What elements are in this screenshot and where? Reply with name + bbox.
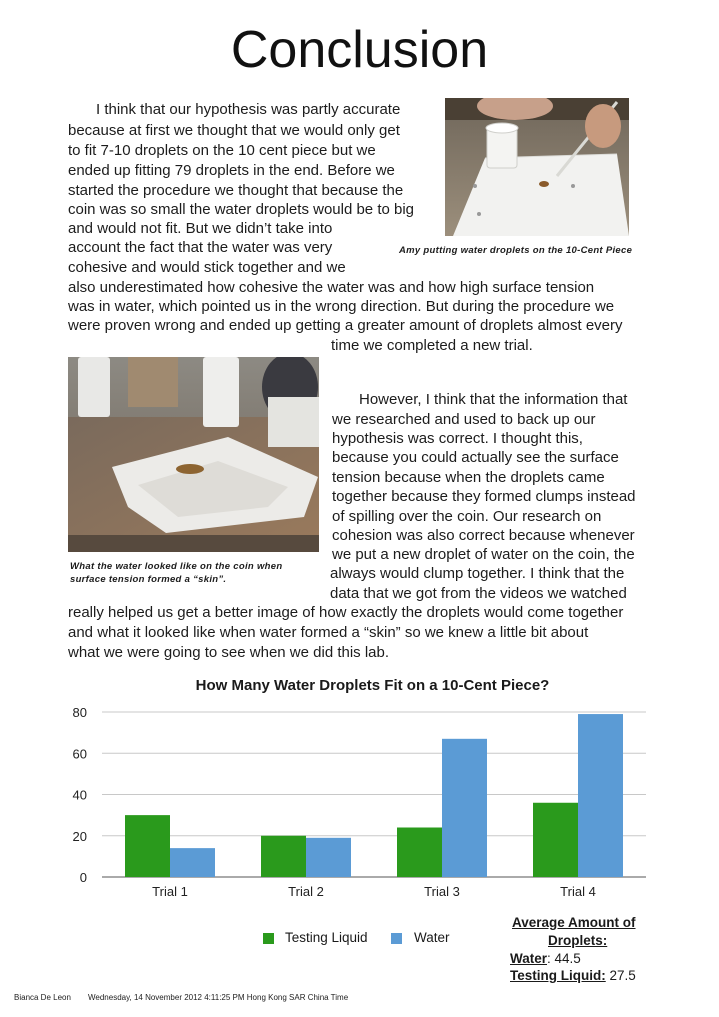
legend-label-water: Water (414, 930, 450, 945)
bar-water (170, 848, 215, 877)
paragraph-2-line: really helped us get a better image of how exactly the droplets would come together (68, 604, 624, 621)
photo-water-on-coin (68, 357, 319, 552)
average-testing-row (510, 966, 636, 985)
paragraph-1-line: also underestimated how cohesive the water was and how high surface tension (68, 279, 595, 296)
paragraph-2-line: tension because when the droplets came (332, 469, 605, 486)
paragraph-1-line: account the fact that the water was very (68, 239, 333, 256)
paragraph-2-line: what we were going to see when we did this lab. (68, 644, 390, 661)
paragraph-2-line: However, I think that the information that (359, 391, 628, 408)
photo-2-caption: surface tension formed a “skin”. (70, 574, 227, 585)
average-heading: Average Amount of (512, 915, 636, 930)
average-testing-value: 27.5 (605, 968, 636, 983)
paragraph-2-line: and what it looked like when water formed a “skin” so we knew a little bit about (68, 624, 589, 641)
average-water-value: : 44.5 (547, 951, 581, 966)
paragraph-1-line: coin was so small the water droplets would be to big (68, 201, 415, 218)
y-tick-label: 40 (72, 787, 87, 803)
average-water-label: Water (510, 951, 548, 966)
bar-water (578, 714, 623, 877)
page-title: Conclusion (230, 21, 489, 79)
average-testing-label: Testing Liquid: (510, 968, 606, 983)
paragraph-2-line: cohesion was also correct because whenever (332, 527, 635, 544)
paragraph-1-line: because at first we thought that we would only get (68, 122, 400, 139)
bar-testing-liquid (261, 836, 306, 877)
legend-swatch-water (391, 933, 402, 944)
bar-water (306, 838, 351, 877)
bar-testing-liquid (397, 828, 442, 878)
paragraph-1-line: and would not fit. But we didn’t take into (68, 220, 333, 237)
bar-testing-liquid (125, 815, 170, 877)
average-heading-2: Droplets: (548, 933, 608, 948)
paragraph-1-line: cohesive and would stick together and we (68, 259, 346, 276)
paragraph-2-line: data that we got from the videos we watched (330, 585, 627, 602)
y-tick-label: 60 (72, 746, 87, 762)
footer-timestamp: Wednesday, 14 November 2012 4:11:25 PM Hong Kong SAR China Time (88, 993, 349, 1002)
legend-label-testing-liquid: Testing Liquid (285, 930, 368, 945)
photo-2-caption: What the water looked like on the coin when (70, 561, 283, 572)
bar-chart (0, 700, 719, 910)
paragraph-1-line: started the procedure we thought that because the (68, 182, 404, 199)
paragraph-1-line: to fit 7-10 droplets on the 10 cent piece but we (68, 142, 376, 159)
paragraph-1-line: ended up fitting 79 droplets in the end. Before we (68, 162, 395, 179)
y-tick-label: 20 (72, 828, 87, 844)
paragraph-1-line: was in water, which pointed us in the wrong direction. But during the procedure we (68, 298, 615, 315)
paragraph-2-line: hypothesis was correct. I thought this, (332, 430, 583, 447)
paragraph-2-line: we researched and used to back up our (332, 411, 596, 428)
x-tick-label: Trial 2 (288, 884, 324, 899)
x-tick-label: Trial 4 (560, 884, 596, 899)
paragraph-1-line: were proven wrong and ended up getting a greater amount of droplets almost every (68, 317, 623, 334)
bar-water (442, 739, 487, 877)
x-tick-label: Trial 3 (424, 884, 460, 899)
paragraph-2-line: we put a new droplet of water on the coin, the (332, 546, 635, 563)
y-tick-label: 0 (79, 870, 87, 885)
paragraph-2-line: always would clump together. I think that the (330, 565, 625, 582)
y-tick-label: 80 (72, 705, 87, 720)
x-tick-label: Trial 1 (152, 884, 188, 899)
paragraph-2-line: of spilling over the coin. Our research on (332, 508, 602, 525)
photo-amy-droplets (445, 98, 629, 236)
paragraph-2-line: because you could actually see the surface (332, 449, 619, 466)
paragraph-2-line: together because they formed clumps instead (332, 488, 636, 505)
chart-title: How Many Water Droplets Fit on a 10-Cent Piece? (195, 677, 550, 694)
paragraph-1-line: I think that our hypothesis was partly accurate (96, 101, 401, 118)
paragraph-1-line: time we completed a new trial. (331, 337, 533, 354)
bar-testing-liquid (533, 803, 578, 877)
footer-author: Bianca De Leon (14, 993, 71, 1002)
photo-1-caption: Amy putting water droplets on the 10-Cent Piece (399, 245, 633, 256)
legend-swatch-testing-liquid (263, 933, 274, 944)
